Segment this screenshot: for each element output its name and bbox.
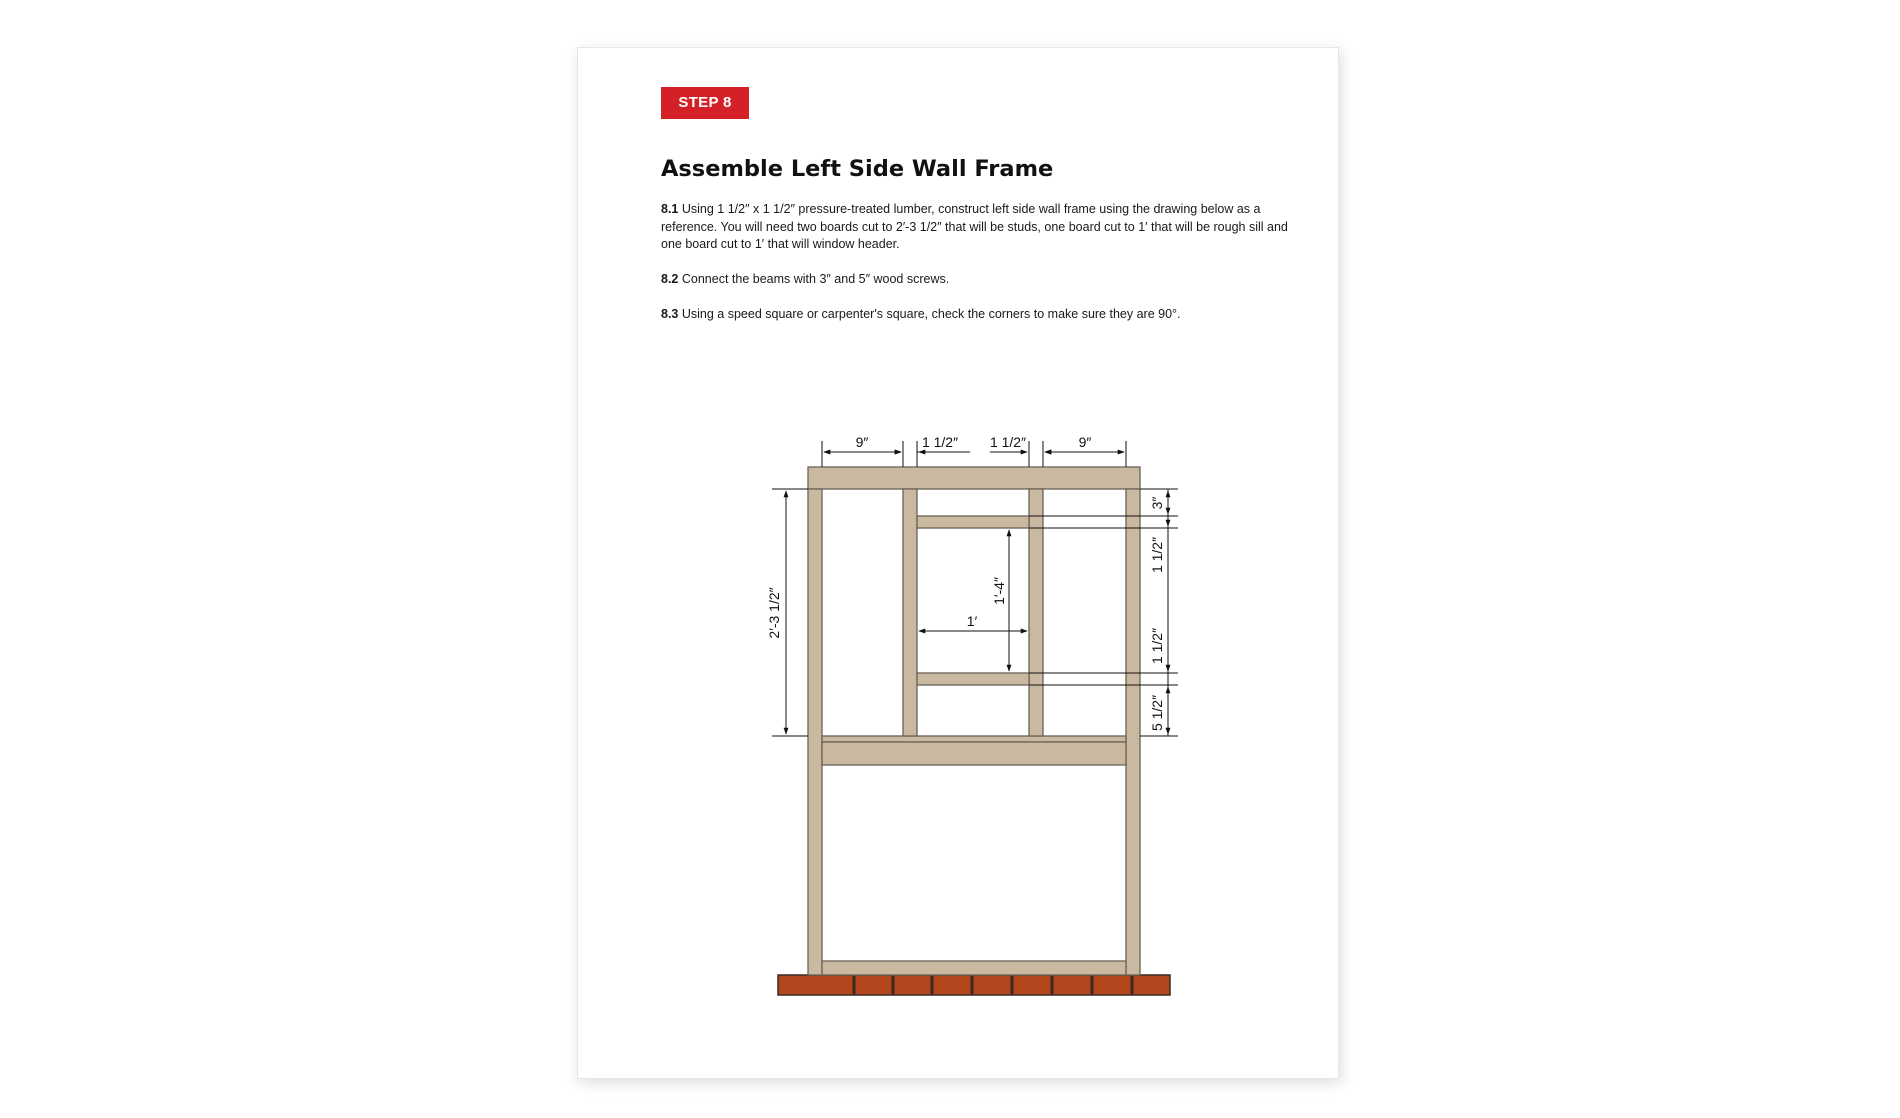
mid-plate-lower	[822, 742, 1126, 765]
document-page	[577, 47, 1339, 1079]
dim-window-height: 1′-4″	[991, 577, 1007, 605]
lumber-frame	[808, 467, 1140, 975]
instruction-text: Connect the beams with 3″ and 5″ wood screws.	[681, 272, 950, 286]
instruction-text: Using a speed square or carpenter's square, check the corners to make sure they are 90°.	[681, 307, 1181, 321]
dim-window-width: 1′	[966, 613, 978, 629]
top-plate	[808, 467, 1140, 489]
window-sill	[917, 673, 1029, 685]
dim-right-header: 1 1/2″	[1149, 536, 1165, 574]
dim-right-3: 3″	[1149, 496, 1165, 510]
bottom-plate	[822, 961, 1126, 975]
dim-right-sill: 1 1/2″	[1149, 627, 1165, 665]
instruction-number: 8.2	[661, 272, 679, 286]
mid-plate-upper	[822, 736, 1126, 742]
wall-frame-diagram	[578, 48, 1338, 1078]
instruction-number: 8.1	[661, 202, 679, 216]
instruction-text: Using 1 1/2″ x 1 1/2″ pressure-treated lumber, construct left side wall frame using the drawing below as a reference. You will need two boards cut to 2′-3 1/2″ that will be studs, one board cut to 1′ that will be rough sill and one board cut to 1′ that will window header.	[661, 202, 1288, 251]
stud-left	[903, 489, 917, 736]
dim-right-bottom: 5 1/2″	[1149, 694, 1165, 732]
window-header	[917, 516, 1029, 528]
dim-top-right: 9″	[1078, 434, 1092, 450]
stud-right	[1029, 489, 1043, 736]
dim-left-height: 2′-3 1/2″	[766, 587, 782, 639]
brick-base	[778, 975, 1170, 995]
page-title: Assemble Left Side Wall Frame	[661, 156, 1054, 182]
foundation-bricks	[778, 975, 1170, 995]
right-post	[1126, 489, 1140, 975]
left-post	[808, 489, 822, 975]
instruction-number: 8.3	[661, 307, 679, 321]
dim-top-left: 9″	[855, 434, 869, 450]
dim-top-mid-left: 1 1/2″	[921, 434, 959, 450]
dim-top-mid-right: 1 1/2″	[989, 434, 1027, 450]
step-badge: STEP 8	[661, 87, 749, 119]
